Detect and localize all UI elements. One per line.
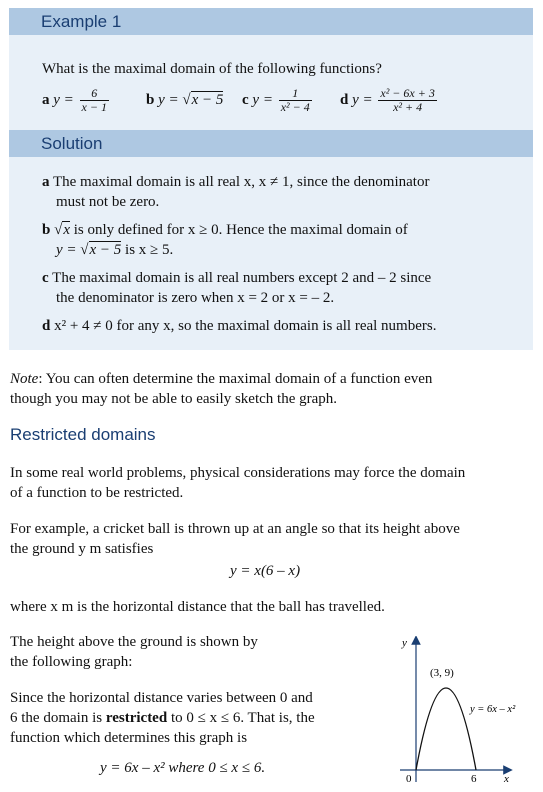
restricted-domains-heading: Restricted domains [10, 425, 156, 444]
restricted-p2-line1: For example, a cricket ball is thrown up at an angle so that its height above [10, 521, 460, 537]
note-line2: though you may not be able to easily sketch the graph. [10, 391, 338, 407]
solution-c-line2: the denominator is zero when x = 2 or x = – 2. [56, 290, 335, 306]
solution-heading-bar [9, 130, 533, 157]
x-axis-label: x [504, 773, 509, 785]
restricted-p3: where x m is the horizontal distance that the ball has travelled. [10, 599, 385, 615]
part-a: a y = $\frac{6}{x - 1}$ [42, 86, 107, 114]
x-intercept-label: 6 [471, 773, 477, 785]
solution-a-line2: must not be zero. [56, 194, 160, 210]
fraction-d: $\frac{\text{x² − 6x + 3}}{\text{x² + 4}}$ [380, 86, 435, 114]
parabola-graph [400, 636, 535, 786]
part-d: d y = $\frac{\text{x² − 6x + 3}}{\text{x² + 4}}$ [340, 86, 435, 114]
note-line1: Note: You can often determine the maximal domain of a function even [10, 371, 433, 387]
restricted-p5-line1: Since the horizontal distance varies between 0 and [10, 690, 313, 706]
equation: y = x(6 – x) [230, 563, 301, 579]
fraction-c: $\frac{1}{\text{x² − 4}}$ [280, 86, 310, 114]
restricted-p4-line2: the following graph: [10, 654, 133, 670]
solution-heading: Solution [41, 134, 103, 153]
restricted-p1-line1: In some real world problems, physical considerations may force the domain [10, 465, 466, 481]
origin-label: 0 [406, 773, 412, 785]
solution-d-line1: d x² + 4 ≠ 0 for any x, so the maximal domain is all real numbers. [42, 318, 437, 334]
restricted-p4-line1: The height above the ground is shown by [10, 634, 258, 650]
solution-a-line1: a The maximal domain is all real x, x ≠ 1, since the denominator [42, 174, 430, 190]
restricted-p1-line2: of a function to be restricted. [10, 485, 184, 501]
example-question: What is the maximal domain of the following functions? [42, 61, 382, 77]
y-axis-label: y [402, 637, 407, 649]
parabola-curve [416, 688, 476, 770]
example-body [9, 35, 533, 130]
solution-c-line1: c The maximal domain is all real numbers except 2 and – 2 since [42, 270, 432, 286]
part-c: c y = $\frac{1}{\text{x² − 4}}$ [242, 86, 310, 114]
example-heading-bar [9, 8, 533, 35]
vertex-label: (3, 9) [430, 667, 454, 679]
solution-b-line1: b √x is only defined for x ≥ 0. Hence the maximal domain of [42, 222, 408, 238]
example-heading: Example 1 [41, 12, 122, 31]
fraction-a: $\frac{6}{x - 1}$ [81, 86, 107, 114]
restricted-p2-line2: the ground y m satisfies [10, 541, 154, 557]
part-b: b y = √x − 5 [146, 92, 224, 108]
restricted-p5-line2: 6 the domain is restricted to 0 ≤ x ≤ 6. That is, the [10, 710, 315, 726]
curve-label: y = 6x – x² [470, 704, 516, 715]
final-equation: y = 6x – x² where 0 ≤ x ≤ 6. [100, 760, 266, 776]
solution-b-line2: y = √x − 5 is x ≥ 5. [56, 242, 174, 258]
restricted-p5-line3: function which determines this graph is [10, 730, 248, 746]
